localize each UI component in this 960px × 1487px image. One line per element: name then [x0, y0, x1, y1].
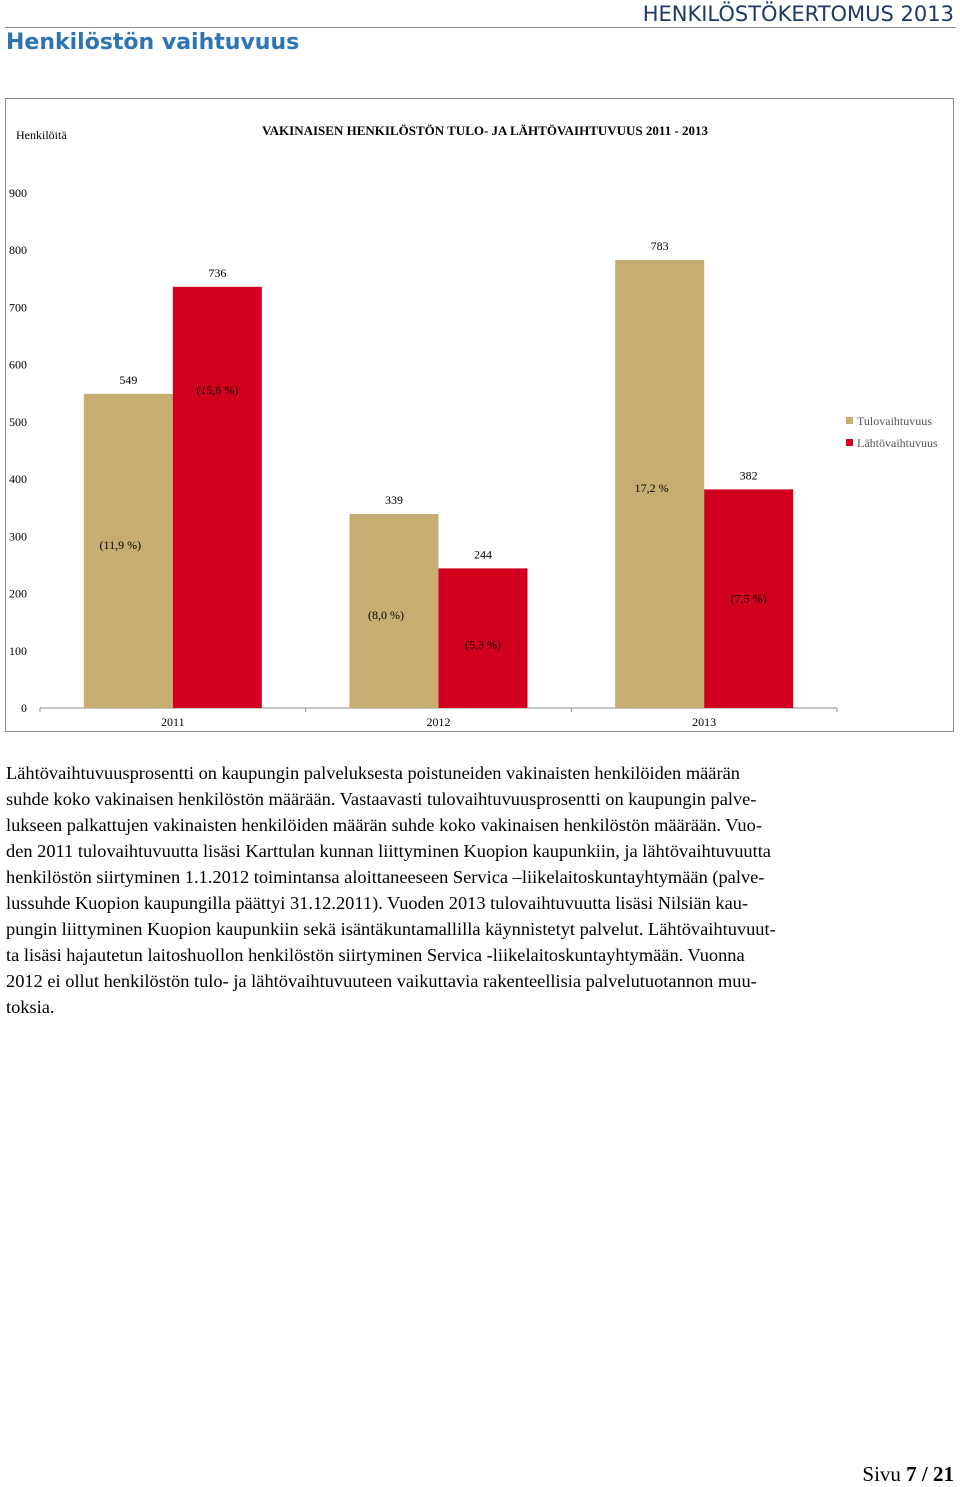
x-tick-label: 2011 — [161, 715, 185, 729]
bar-percent-label: (11,9 %) — [99, 537, 142, 552]
bar-value-label: 382 — [739, 468, 758, 483]
bar-lahtovaihtuvuus — [173, 287, 262, 708]
turnover-bar-chart — [5, 98, 954, 732]
bar-percent-label: (5,3 %) — [465, 637, 501, 652]
bar-value-label: 783 — [650, 238, 669, 253]
page-current: 7 — [906, 1462, 917, 1486]
page-separator: / — [921, 1462, 928, 1486]
page-prefix: Sivu — [862, 1462, 901, 1486]
bar-percent-label: 17,2 % — [634, 480, 669, 495]
bar-value-label: 549 — [119, 372, 138, 387]
bar-value-label: 736 — [208, 265, 227, 280]
page-number — [862, 1462, 954, 1487]
x-tick-label: 2012 — [426, 715, 451, 729]
bar-percent-label: (7,5 %) — [730, 591, 767, 606]
y-tick-label: 600 — [9, 357, 27, 372]
y-tick-label: 700 — [9, 300, 27, 315]
legend-swatch — [846, 439, 853, 446]
body-line: pungin liittyminen Kuopion kaupunkiin sekä isäntäkuntamallilla käynnistetyt palvelut. Lähtövaihtuvuut- — [6, 919, 776, 939]
y-tick-label: 500 — [9, 414, 27, 429]
legend-label: Lähtövaihtuvuus — [857, 436, 938, 450]
body-line: lukseen palkattujen vakinaisten henkilöiden määrän suhde koko vakinaisen henkilöstön määrään. Vuo- — [6, 815, 762, 835]
body-line: ta lisäsi hajautetun laitoshuollon henkilöstön siirtyminen Servica -liikelaitoskuntayhtymään. Vuonna — [6, 945, 745, 965]
body-line: suhde koko vakinaisen henkilöstön määrään. Vastaavasti tulovaihtuvuusprosentti on kaupungin palve- — [6, 789, 757, 809]
y-tick-label: 400 — [9, 472, 27, 487]
body-line: henkilöstön siirtyminen 1.1.2012 toimintansa aloittaneeseen Servica –liikelaitoskuntayhtymään (palve- — [6, 867, 765, 887]
body-line: Lähtövaihtuvuusprosentti on kaupungin palveluksesta poistuneiden vakinaisten henkilöiden määrän — [6, 763, 740, 783]
body-line: den 2011 tulovaihtuvuutta lisäsi Karttulan kunnan liittyminen Kuopion kaupunkiin, ja lähtövaihtuvuutta — [6, 841, 771, 861]
bar-value-label: 244 — [474, 547, 492, 562]
legend-swatch — [846, 417, 853, 424]
y-axis-label: Henkilöitä — [16, 128, 67, 142]
report-title: HENKILÖSTÖKERTOMUS 2013 — [642, 2, 954, 26]
y-tick-label: 200 — [9, 586, 27, 601]
body-line: lussuhde Kuopion kaupungilla päättyi 31.12.2011). Vuoden 2013 tulovaihtuvuutta lisäsi Nilsiän kau- — [6, 893, 749, 913]
body-line: 2012 ei ollut henkilöstön tulo- ja lähtövaihtuvuuteen vaikuttavia rakenteellisia palvelutuotannon muu- — [6, 971, 757, 991]
y-tick-label: 800 — [9, 243, 27, 258]
bar-percent-label: (15,6 %) — [196, 382, 239, 397]
bar-value-label: 339 — [385, 493, 403, 508]
header-divider — [5, 27, 956, 28]
body-line: toksia. — [6, 997, 55, 1017]
bar-percent-label: (8,0 %) — [368, 608, 404, 623]
y-tick-label: 100 — [9, 643, 27, 658]
body-paragraph — [6, 760, 954, 1020]
y-tick-label: 300 — [9, 529, 27, 544]
y-tick-label: 900 — [9, 186, 27, 200]
page-total: 21 — [933, 1462, 954, 1486]
y-tick-label: 0 — [21, 701, 27, 715]
section-title: Henkilöstön vaihtuvuus — [6, 30, 300, 55]
x-tick-label: 2013 — [692, 715, 717, 729]
legend-label: Tulovaihtuvuus — [857, 414, 932, 428]
chart-title: VAKINAISEN HENKILÖSTÖN TULO- JA LÄHTÖVAIHTUVUUS 2011 - 2013 — [261, 123, 709, 138]
